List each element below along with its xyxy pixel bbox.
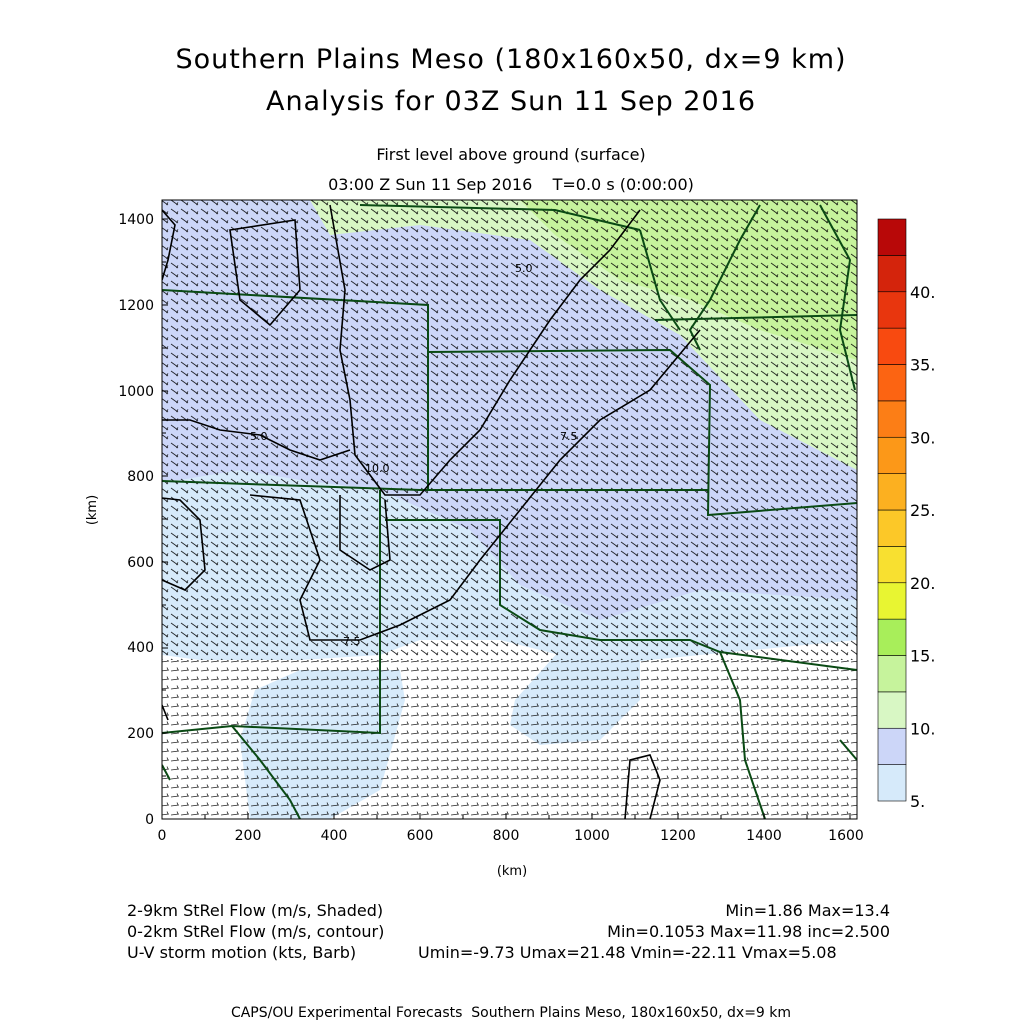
colorbar-swatch — [878, 328, 906, 364]
y-tick-label: 1000 — [118, 384, 154, 400]
legend-shaded-label: 2-9km StRel Flow (m/s, Shaded) — [127, 901, 384, 920]
colorbar-swatch — [878, 656, 906, 692]
x-tick-label: 1200 — [660, 828, 696, 844]
x-tick-label: 200 — [234, 828, 262, 844]
colorbar-swatch — [878, 292, 906, 328]
colorbar-label: 10. — [910, 719, 936, 739]
x-axis — [158, 828, 864, 844]
legend-shaded-stats: Min=1.86 Max=13.4 — [725, 901, 890, 920]
contour-label: 5.0 — [515, 262, 533, 275]
colorbar-swatch — [878, 401, 906, 437]
colorbar-swatch — [878, 219, 906, 255]
colorbar-swatch — [878, 728, 906, 764]
title-line-2: Analysis for 03Z Sun 11 Sep 2016 — [265, 86, 757, 117]
colorbar-swatch — [878, 510, 906, 546]
colorbar — [878, 219, 906, 801]
x-tick-label: 1000 — [574, 828, 610, 844]
y-tick-label: 1400 — [118, 212, 154, 228]
colorbar-swatch — [878, 437, 906, 473]
contour-label: 5.0 — [250, 430, 268, 443]
colorbar-label: 20. — [910, 573, 936, 593]
x-tick-label: 0 — [157, 828, 167, 844]
colorbar-swatch — [878, 474, 906, 510]
legend-contour-label: 0-2km StRel Flow (m/s, contour) — [127, 922, 385, 941]
footer-credit: CAPS/OU Experimental Forecasts Southern Plains Meso, 180x160x50, dx=9 km — [230, 1005, 792, 1021]
x-tick-label: 400 — [320, 828, 348, 844]
x-tick-label: 1600 — [828, 828, 864, 844]
y-tick-label: 600 — [127, 555, 154, 571]
x-tick-label: 1400 — [746, 828, 782, 844]
colorbar-label: 40. — [910, 282, 936, 302]
colorbar-labels — [910, 283, 935, 811]
colorbar-swatch — [878, 365, 906, 401]
storm-motion-barbs-south — [162, 660, 857, 819]
x-tick-label: 600 — [406, 828, 434, 844]
y-tick-label: 0 — [145, 812, 154, 828]
colorbar-label: 35. — [910, 355, 936, 375]
colorbar-swatch — [878, 619, 906, 655]
y-tick-label: 400 — [127, 640, 154, 656]
colorbar-swatch — [878, 765, 906, 801]
y-tick-label: 200 — [127, 726, 154, 742]
colorbar-label: 15. — [910, 646, 936, 666]
plot-area — [162, 200, 857, 819]
x-axis-unit: (km) — [496, 864, 528, 879]
contour-label: 7.5 — [343, 635, 361, 648]
colorbar-swatch — [878, 255, 906, 291]
colorbar-label: 30. — [910, 428, 936, 448]
title-line-1: Southern Plains Meso (180x160x50, dx=9 km) — [175, 44, 847, 75]
y-axis — [118, 212, 154, 828]
y-tick-label: 800 — [127, 469, 154, 485]
y-axis-unit: (km) — [85, 494, 100, 526]
x-tick-label: 800 — [492, 828, 520, 844]
legend-contour-stats: Min=0.1053 Max=11.98 inc=2.500 — [607, 922, 890, 941]
colorbar-label: 5. — [910, 792, 926, 811]
colorbar-swatch — [878, 583, 906, 619]
subtitle-level: First level above ground (surface) — [376, 145, 646, 164]
legend-barb-label: U-V storm motion (kts, Barb) — [127, 943, 357, 962]
legend-barb-stats: Umin=-9.73 Umax=21.48 Vmin=-22.11 Vmax=5.08 — [418, 943, 837, 962]
y-tick-label: 1200 — [118, 298, 154, 314]
subtitle-time: 03:00 Z Sun 11 Sep 2016 T=0.0 s (0:00:00) — [328, 175, 694, 194]
contour-label: 7.5 — [560, 430, 578, 443]
colorbar-swatch — [878, 546, 906, 582]
colorbar-label: 25. — [910, 501, 936, 520]
colorbar-swatch — [878, 692, 906, 728]
contour-label: 10.0 — [365, 462, 390, 475]
